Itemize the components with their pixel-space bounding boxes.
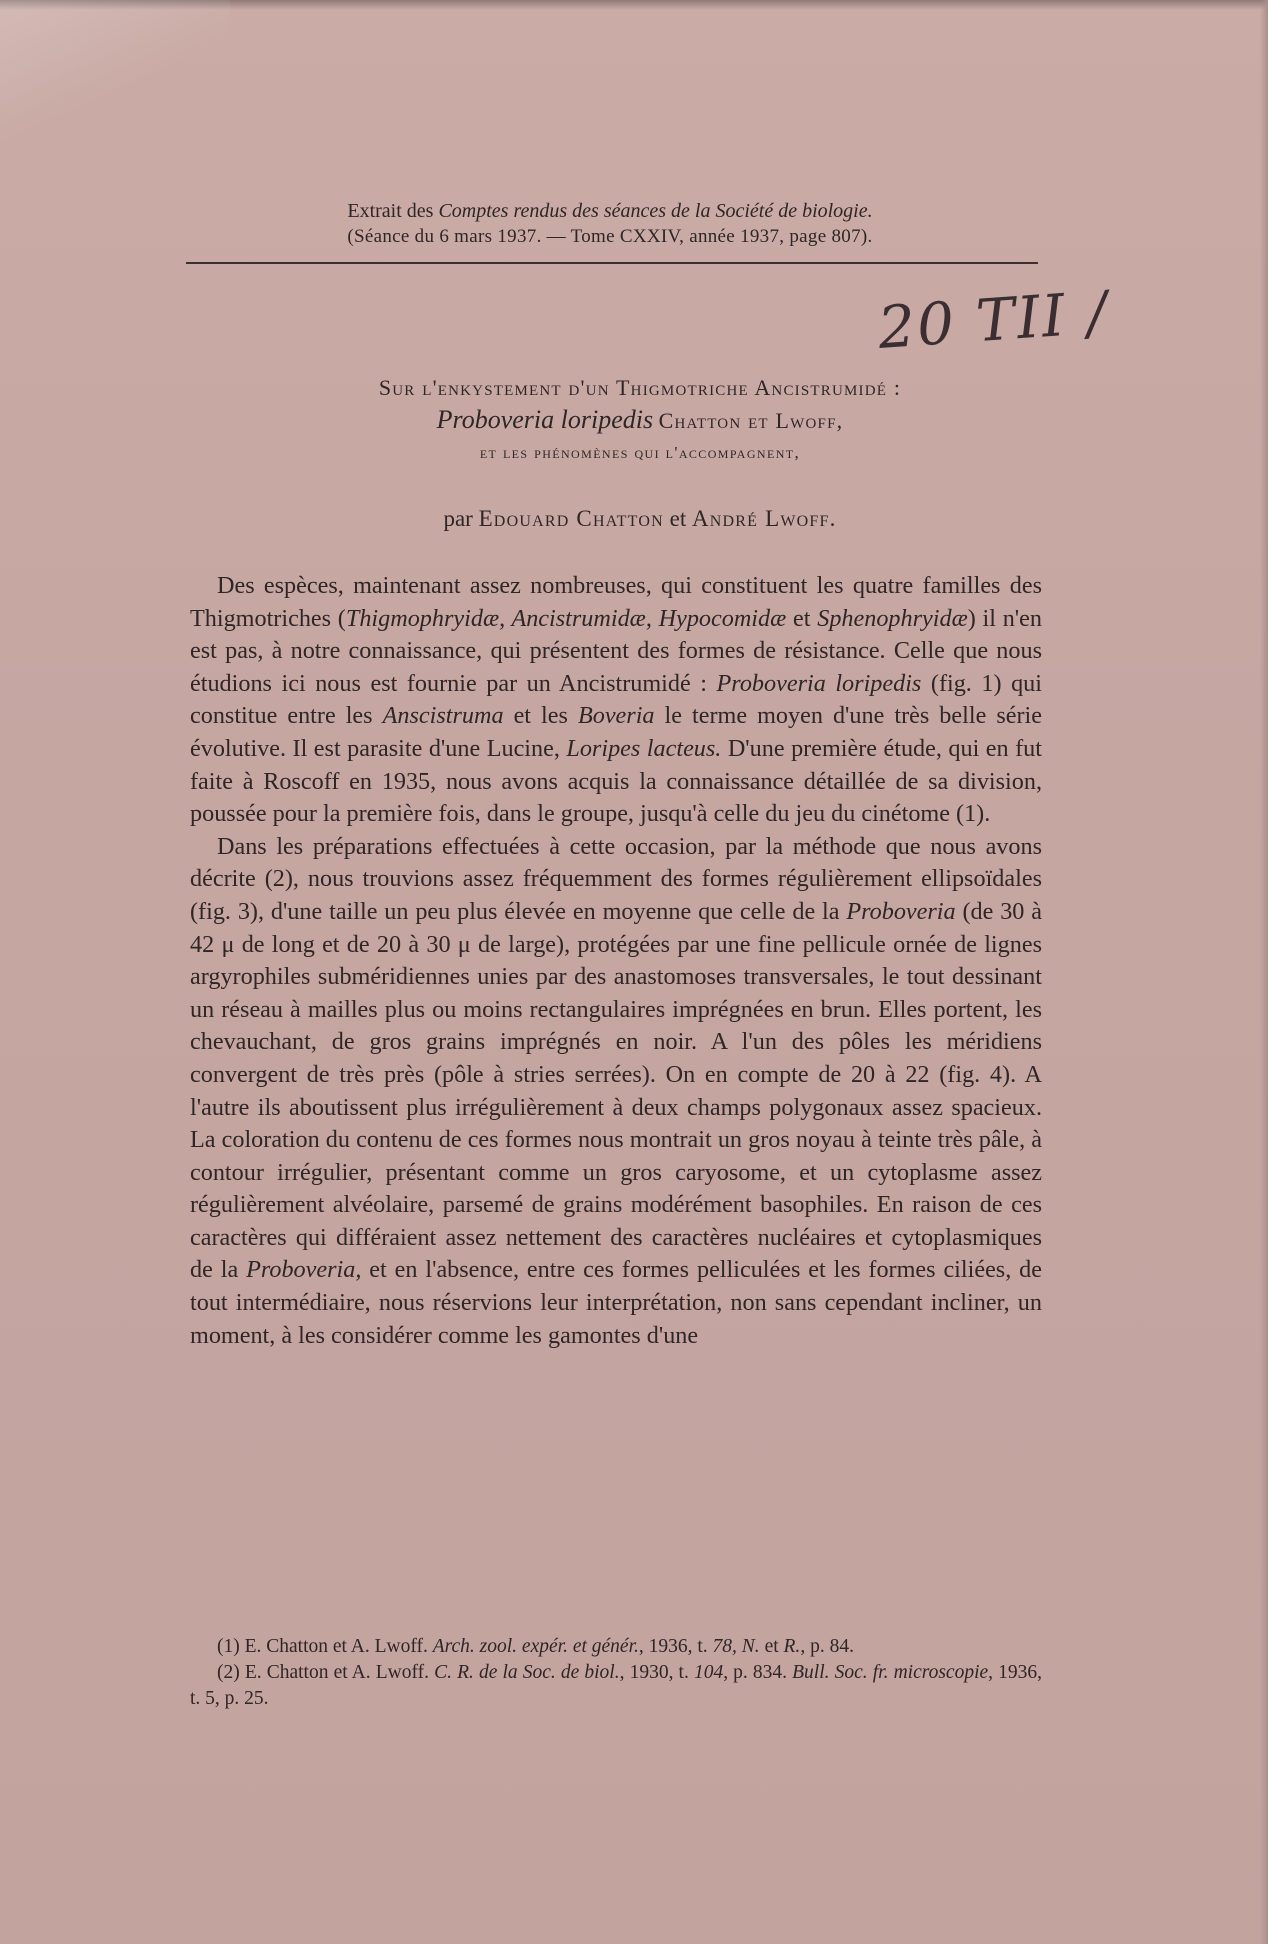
text-run: et (759, 1636, 784, 1657)
text-run: (2) E. Chatton et A. Lwoff. (217, 1662, 435, 1683)
italic-run: Proboveria, (246, 1256, 362, 1284)
footnote-2 (190, 1660, 1042, 1712)
text-run: le terme moyen d'une très belle série évolutive. Il est parasite d'une Lucine, (190, 702, 1042, 762)
italic-run: Proboveria (846, 897, 956, 925)
handwritten-annotation: 20 TII / (875, 278, 1111, 362)
title-authority: Chatton et Lwoff, (658, 408, 844, 433)
paragraph-2 (190, 831, 1042, 1353)
italic-run: Arch. zool. expér. et génér. (432, 1636, 639, 1657)
title-line-3: et les phénomènes qui l'accompagnent, (479, 443, 801, 462)
footnote-1 (190, 1634, 1042, 1660)
text-run: Des espèces, maintenant assez nombreuses, qui constituent les quatre familles des Thigmotriches ( (190, 572, 1042, 632)
article-title (220, 372, 1060, 469)
italic-run: Anscistruma (382, 702, 504, 730)
text-run: et les (503, 702, 578, 730)
paragraph-1 (190, 570, 1042, 831)
title-line-2 (220, 404, 1060, 437)
authors-prefix: par (443, 506, 473, 531)
text-run: , p. 84. (800, 1636, 854, 1657)
text-run: et (786, 604, 818, 632)
text-run: (1) E. Chatton et A. Lwoff. (217, 1636, 433, 1657)
text-run: (de 30 à 42 μ de long et de 20 à 30 μ de large), protégées par une fine pellicule ornée de lignes argyrophiles subméridiennes unies par des anastomoses transversales, le tout dessinant un réseau à mailles plus ou moins rectangulaires imprégnées en brun. Elles portent, les chevauchant, de gros grains imprégnés en noir. A l'un des pôles les méridiens convergent de très près (pôle à stries serrées). On en compte de 20 à 22 (fig. 4). A l'autre ils aboutissent plus irrégulièrement à deux champs polygonaux assez spacieux. La coloration du contenu de ces formes nous montrait un gros noyau à teinte très pâle, à contour irrégulier, présentant comme un gros caryosome, et un cytoplasme assez régulièrement alvéolaire, parsemé de grains modérément basophiles. En raison de ces caractères qui différaient assez nettement des caractères nucléaires et cytoplasmiques de la (190, 897, 1042, 1284)
italic-run: C. R. de la Soc. de biol. (434, 1662, 620, 1683)
text-run: , 1936, t. 5, p. 25. (190, 1662, 1043, 1709)
italic-run: Loripes lacteus. (566, 734, 722, 762)
italic-run: R. (783, 1636, 801, 1657)
italic-run: Sphenophryidæ (817, 604, 968, 632)
text-run: Dans les préparations effectuées à cette occasion, par la méthode que nous avons décrite (2), nous trouvions assez fréquemment des formes régulièrement ellipsoïdales (fig. 3), d'une taille un peu plus élevée en moyenne que celle de la (190, 832, 1042, 925)
header-line-1 (190, 198, 1030, 224)
header-journal: Comptes rendus des séances de la Société de biologie. (438, 200, 873, 222)
italic-run: Thigmophryidæ, Ancistrumidæ, Hypocomidæ (345, 604, 787, 632)
text-run: ) il n'en est pas, à notre connaissance, qui présentent des formes de résistance. Celle que nous étudions ici nous est fournie par un Ancistrumidé : (190, 604, 1042, 697)
title-species: Proboveria loripedis (436, 405, 654, 434)
paper-corner-crease (0, 0, 230, 140)
text-run: , p. 834. (723, 1662, 793, 1683)
header-rule (186, 262, 1038, 264)
header-line-2: (Séance du 6 mars 1937. — Tome CXXIV, année 1937, page 807). (347, 226, 873, 247)
title-line-1: Sur l'enkystement d'un Thigmotriche Ancistrumidé : (378, 375, 902, 400)
article-body (190, 570, 1042, 1352)
footnotes (190, 1634, 1042, 1712)
header-prefix: Extrait des (347, 200, 434, 222)
italic-run: Proboveria loripedis (716, 669, 922, 697)
text-run: , 1936, t. (638, 1636, 713, 1657)
italic-run: Bull. Soc. fr. microscopie (792, 1662, 989, 1683)
author-1: Edouard Chatton (478, 506, 664, 531)
italic-run: Boveria (577, 702, 655, 730)
italic-run: 104 (693, 1662, 724, 1683)
italic-run: 78, N. (712, 1636, 760, 1657)
paper-right-edge (1260, 0, 1268, 1944)
text-run: (fig. 1) qui constitue entre les (190, 669, 1042, 730)
author-2: André Lwoff. (691, 506, 837, 531)
authors-conj: et (669, 506, 687, 531)
text-run: et en l'absence, entre ces formes pelliculées et les formes ciliées, de tout intermédiaire, nous réservions leur interprétation, non sans cependant incliner, un moment, à les considérer comme les gamontes d'une (190, 1256, 1042, 1349)
authors-line (220, 506, 1060, 532)
text-run: , 1930, t. (619, 1662, 694, 1683)
offprint-header (190, 198, 1030, 250)
text-run: D'une première étude, qui en fut faite à Roscoff en 1935, nous avons acquis la connaissance détaillée de sa division, poussée pour la première fois, dans le groupe, jusqu'à celle du jeu du cinétome (1). (190, 734, 1042, 828)
